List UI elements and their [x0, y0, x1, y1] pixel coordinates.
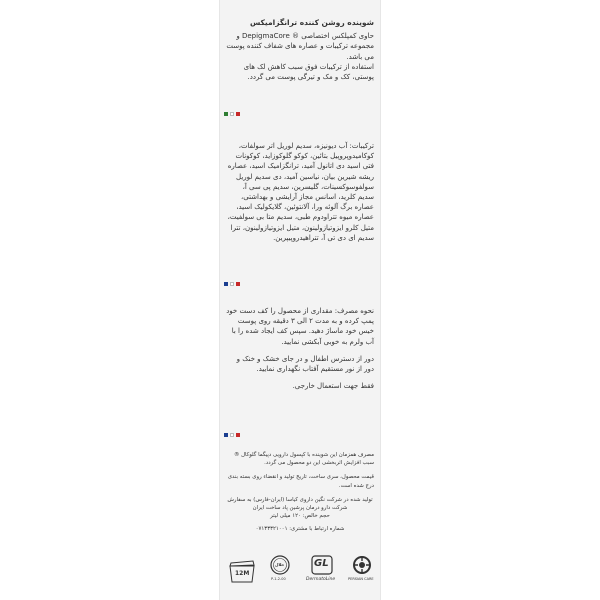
ingredients-text: ترکیبات: آب دیونیزه، سدیم لوریل اتر سولفات، کوکامیدوپروپیل بتائین، کوکو گلوکوزاید، کوکونات فتی اسید دی اتانول آمید، ترانگزامیک اسید، عصاره ریشه شیرین بیان، نیاسین آمید، دی سدیم لوریل سولفوسوکسینات، گلیسرین، سدیم پی سی آ، سدیم کلرید، اسانس مجاز آرایشی و بهداشتی، عصاره برگ آلوئه ورا، آلانتوئین، گلایکولیک اسید، عصاره میوه تتراودوم طبی، سدیم متا بی سولفیت، متیل کلرو ایزوتیازولینون، متیل ایزوتیازولینون، تترا سدیم ای دی تی آ، تتراهیدروپیپرین. [227, 142, 374, 242]
price-note: قیمت محصول، سری ساخت، تاریخ تولید و انقضاء روی بسته بندی درج شده است. [227, 474, 374, 489]
pao-jar-icon [226, 554, 258, 584]
manufacturer-info: تولید شده در شرکت نگین داروی کیاسا (ایران-فارس) به سفارش شرکت دارو درمان پرشین پاد ساخت ایران [227, 496, 373, 512]
net-volume: حجم خالص: ۱۲۰ میلی لیتر [270, 513, 330, 520]
footer-info-section [226, 451, 374, 534]
intro-paragraph-1: حاوی کمپلکس اختصاصی ® DepigmaCore و مجموعه ترکیبات و عصاره های شفاف کننده پوست می باشد. [226, 32, 374, 61]
gl-label: GL [314, 558, 329, 569]
usage-text: نحوه مصرف: مقداری از محصول را کف دست خود پمپ کرده و به مدت ۲ الی ۳ دقیقه روی پوست خیس خود ماساژ دهید. سپس کف ایجاد شده را با آب ولرم به خوبی آبکشی نمایید. [226, 307, 374, 346]
persian-care-icon [348, 554, 376, 581]
dermatoline-label: DermatoLine [306, 577, 336, 582]
storage-warning: دور از دسترس اطفال و در جای خشک و خنک و دور از نور مستقیم آفتاب نگهداری نمایید. [236, 354, 374, 374]
customer-contact: شماره ارتباط با مشتری: ۰۷۱۳۳۳۲۱۰۰۱ [255, 526, 345, 533]
intro-paragraph-2: استفاده از ترکیبات فوق سبب کاهش لک های پوستی، کک و مک و تیرگی پوست می گردد. [243, 62, 374, 82]
usage-section [226, 306, 374, 391]
gl-logo-icon [304, 554, 340, 582]
product-label-panel [219, 0, 381, 600]
product-title: شوینده روشن کننده ترانگزامیکس [249, 18, 374, 27]
ingredients-section [226, 141, 374, 243]
persian-care-label: PERSIAN CARE [348, 577, 374, 581]
certification-logos [224, 554, 376, 584]
halal-code: P-1-2-00 [271, 577, 286, 581]
halal-icon [268, 554, 292, 581]
pao-label: 12M [235, 570, 250, 577]
external-use-note: فقط جهت استعمال خارجی. [292, 382, 374, 391]
combo-use-note: مصرف همزمان این شوینده با کپسول دارویی دپیگما گلوکال ® سبب افزایش اثربخشی این دو محصول می گردد. [233, 452, 374, 467]
intro-section [226, 18, 374, 82]
france-flag-icon-2 [224, 433, 240, 437]
halal-label: حلال [275, 562, 285, 567]
italy-flag-icon [224, 112, 240, 116]
france-flag-icon [224, 282, 240, 286]
